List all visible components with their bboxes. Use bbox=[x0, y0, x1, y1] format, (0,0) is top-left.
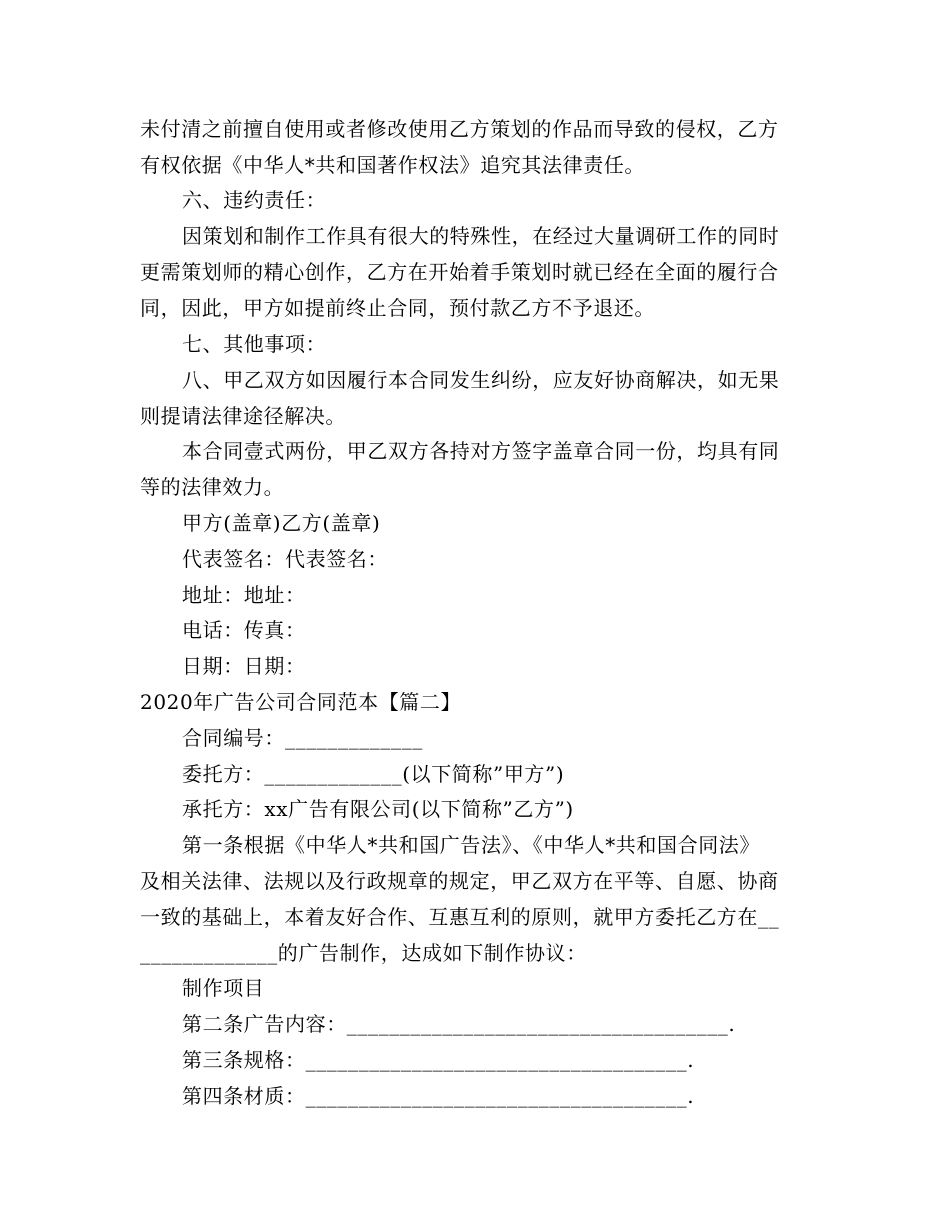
section-heading: 七、其他事项： bbox=[182, 332, 327, 356]
signature-line: 地址：地址： bbox=[182, 583, 306, 607]
section-heading: 制作项目 bbox=[182, 976, 265, 1000]
paragraph-line: 等的法律效力。 bbox=[140, 475, 285, 499]
signature-line: 电话：传真： bbox=[182, 618, 306, 642]
contractor-line: 承托方：xx广告有限公司(以下简称”乙方”) bbox=[182, 797, 574, 821]
paragraph-line: 未付清之前擅自使用或者修改使用乙方策划的作品而导致的侵权，乙方 bbox=[140, 117, 779, 141]
contract-number-line: 合同编号：_____________ bbox=[182, 726, 423, 750]
client-line: 委托方：_____________(以下简称”甲方”) bbox=[182, 762, 565, 786]
paragraph-line: 因策划和制作工作具有很大的特殊性，在经过大量调研工作的同时 bbox=[182, 224, 780, 248]
paragraph-line: 第一条根据《中华人*共和国广告法》、《中华人*共和国合同法》 bbox=[182, 833, 760, 857]
paragraph-line: 有权依据《中华人*共和国著作权法》追究其法律责任。 bbox=[140, 153, 645, 177]
signature-line: 甲方(盖章)乙方(盖章) bbox=[182, 511, 381, 535]
clause-line: 第二条广告内容：____________________________________. bbox=[182, 1012, 736, 1036]
section-title: 2020年广告公司合同范本【篇二】 bbox=[140, 690, 462, 714]
clause-line: 第三条规格：____________________________________. bbox=[182, 1048, 695, 1072]
paragraph-line: 一致的基础上，本着友好合作、互惠互利的原则，就甲方委托乙方在__ bbox=[140, 905, 780, 929]
paragraph-line: 本合同壹式两份，甲乙双方各持对方签字盖章合同一份，均具有同 bbox=[182, 439, 780, 463]
signature-line: 日期：日期： bbox=[182, 654, 306, 678]
signature-line: 代表签名：代表签名： bbox=[182, 547, 388, 571]
section-heading: 六、违约责任： bbox=[182, 188, 327, 212]
paragraph-line: 同，因此，甲方如提前终止合同，预付款乙方不予退还。 bbox=[140, 296, 655, 320]
paragraph-line: 及相关法律、法规以及行政规章的规定，甲乙双方在平等、自愿、协商 bbox=[140, 869, 779, 893]
paragraph-line: 则提请法律途径解决。 bbox=[140, 404, 346, 428]
paragraph-line: 八、甲乙双方如因履行本合同发生纠纷，应友好协商解决，如无果 bbox=[182, 368, 780, 392]
paragraph-line: 更需策划师的精心创作，乙方在开始着手策划时就已经在全面的履行合 bbox=[140, 260, 779, 284]
clause-line: 第四条材质：____________________________________. bbox=[182, 1084, 695, 1108]
paragraph-line: _____________的广告制作，达成如下制作协议： bbox=[140, 941, 587, 965]
